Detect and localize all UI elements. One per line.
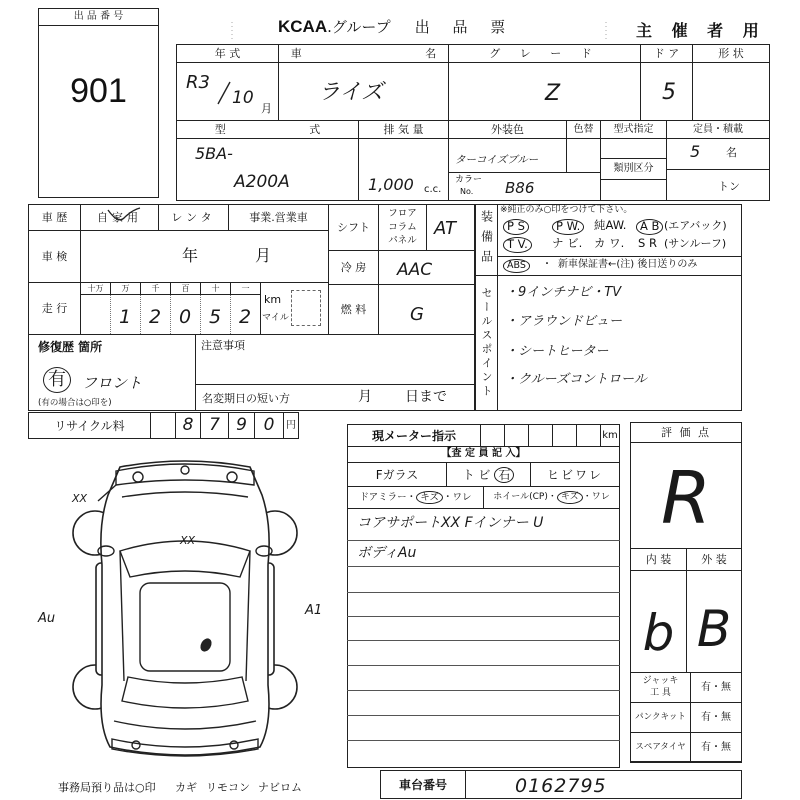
mileage-digit-1: 2 — [238, 305, 252, 328]
appraiser-title: 【査 定 員 記 入】 — [441, 448, 526, 459]
recycle-label: リサイクル料 — [28, 412, 151, 439]
model-code: A200A — [234, 172, 290, 192]
inspection-month-unit: 月 — [255, 246, 272, 265]
shift-label: シフト — [328, 204, 379, 251]
color-no-value: B86 — [505, 179, 535, 197]
doors-header: ド ア — [640, 44, 693, 63]
brand-group: .グループ — [327, 18, 391, 36]
shape-cell — [692, 62, 770, 121]
equip-navi: ナ ビ. — [552, 236, 583, 250]
fuel-value: G — [410, 304, 424, 325]
displacement-header: 排 気 量 — [358, 120, 449, 139]
shape-header: 形 状 — [692, 44, 770, 63]
mileage-digit-10k: 1 — [118, 305, 132, 328]
equipment-note: ※純正のみ○印をつけて下さい。 — [500, 205, 633, 215]
accessory-label-cell: パンクキット — [630, 702, 691, 733]
mileage-unit-km: km — [264, 293, 282, 306]
type-designation-header: 型式指定 — [600, 120, 667, 139]
exterior-score: B — [686, 570, 742, 673]
recycle-digit-3: 9 — [228, 412, 255, 439]
sales-point-item: ・9インチナビ・TV — [505, 285, 622, 300]
equip-abs: ABS — [503, 259, 530, 273]
repair-location: フロント — [82, 374, 143, 392]
name-header: 車 名 — [278, 44, 449, 63]
sales-point-item: ・アラウンドビュー — [505, 314, 623, 329]
classification-label: 類別区分 — [600, 158, 667, 180]
mileage-unit-100: 百 — [170, 282, 201, 295]
notes-label: 注意事項 — [201, 339, 245, 352]
color-header: 外装色 — [448, 120, 567, 139]
damage-mark: XX — [180, 534, 196, 547]
lot-label: 出 品 番 号 — [38, 8, 159, 26]
accessory-label-cell: スペアタイヤ — [630, 732, 691, 763]
office-items-label: 事務局預り品は○印 — [58, 781, 156, 794]
grade-value: Z — [545, 81, 561, 106]
glass-chip: ト ビ 石 — [446, 462, 531, 487]
chassis-number: 0162795 — [515, 775, 607, 797]
capacity-unit: 名 — [726, 146, 737, 159]
organizer-label: 主 催 者 用 — [636, 21, 766, 40]
mileage-unit-1k: 千 — [140, 282, 171, 295]
equip-tv: T V. — [503, 237, 532, 253]
recycle-digit-1: 8 — [175, 412, 201, 439]
accessory-label-cell: ジャッキ 工 具 — [630, 672, 691, 703]
model-prefix: 5BA- — [195, 144, 233, 163]
repair-value — [43, 367, 71, 393]
meter-digit — [528, 424, 553, 447]
color-change-cell — [566, 138, 601, 173]
sales-points-label: セールスポイント — [475, 275, 498, 411]
equip-ps: P S — [503, 219, 529, 235]
appraiser-note-line: コアサポートXX Fインナー U — [357, 515, 544, 531]
repair-label: 修復歴 箇所 — [38, 340, 103, 354]
wheel-condition: ホイール(CP)・ キズ ・ワレ — [483, 486, 620, 509]
form-title: 出 品 票 — [414, 18, 515, 36]
history-rental: レンタ — [158, 204, 229, 231]
mileage-digit-10: 5 — [208, 305, 222, 328]
accessory-puncture-value: 有・無 — [690, 702, 742, 733]
equip-dot: ・ — [542, 259, 552, 270]
capacity-value: 5 — [690, 142, 701, 161]
month-value: 10 — [232, 88, 254, 108]
recycle-digit-2: 7 — [200, 412, 229, 439]
score-label: 評 価 点 — [630, 422, 742, 443]
equip-ab: A B — [636, 219, 663, 235]
recycle-unit: 円 — [283, 412, 299, 439]
mileage-digit-100: 0 — [178, 305, 192, 328]
office-item-remote: リモコン — [206, 781, 250, 794]
damage-mark: XX — [72, 492, 88, 505]
mileage-digit-100k — [80, 302, 110, 332]
name-change-day: 日まで — [405, 389, 447, 405]
office-item-navi-rom: ナビロム — [258, 781, 302, 794]
grade-header: グ レ ー ド — [448, 44, 641, 63]
equipment-label: 装備品 — [475, 204, 498, 276]
year-value: R3 — [186, 72, 210, 93]
mileage-unit-100k: 十万 — [80, 282, 111, 295]
header-title — [278, 18, 514, 35]
shift-floor: フロア — [388, 207, 417, 219]
history-label: 車 歴 — [28, 204, 81, 231]
capacity-cell — [666, 138, 770, 170]
name-change-month: 月 — [358, 389, 372, 405]
capacity-header: 定員・積載 — [666, 120, 770, 139]
fuel-cell — [378, 284, 475, 335]
repair-note: (有の場合は○印を) — [38, 398, 112, 408]
aircon-label: 冷 房 — [328, 250, 379, 285]
history-private: 自家用 — [80, 204, 159, 231]
car-name: ライズ — [318, 80, 384, 105]
color-no-label-1: カラー — [455, 175, 483, 185]
mirror-condition: ドアミラー・ キズ ・ワレ — [347, 486, 484, 509]
year-header: 年 式 — [176, 44, 279, 63]
year-slash — [214, 80, 234, 106]
mileage-unit-10: 十 — [200, 282, 231, 295]
equip-sr-note: (サンルーフ) — [664, 237, 727, 250]
equip-alloy: 純AW. — [594, 218, 627, 232]
equip-pw: P W. — [552, 219, 584, 235]
displacement-value: 1,000 — [368, 175, 414, 194]
mileage-unit-mile: マイル — [262, 313, 289, 323]
shift-panel: パネル — [388, 235, 417, 247]
shift-options — [378, 204, 427, 251]
history-business: 事業.営業車 — [228, 204, 329, 231]
meter-digit — [576, 424, 601, 447]
mileage-digit-1k: 2 — [148, 305, 162, 328]
inspection-label: 車 検 — [28, 230, 81, 283]
meter-digit — [504, 424, 529, 447]
model-header: 型 式 — [176, 120, 359, 139]
color-no-label-2: No. — [460, 187, 474, 196]
equip-warranty: 新車保証書←(注) 後日送りのみ — [558, 259, 698, 270]
meter-digit — [480, 424, 505, 447]
color-value: ターコイズブルー — [455, 154, 539, 166]
meter-unit: km — [600, 424, 620, 447]
equip-sr: S R — [638, 236, 657, 250]
sales-point-item: ・クルーズコントロール — [505, 372, 647, 387]
equip-ab-note: (エアバック) — [664, 219, 727, 232]
appraiser-note-line: ボディAu — [357, 545, 417, 561]
type-designation-cell — [600, 138, 667, 159]
mile-checkbox[interactable] — [291, 290, 321, 326]
glass-crack: ヒビワレ — [530, 462, 620, 487]
interior-score: b — [630, 570, 687, 673]
chassis-label: 車台番号 — [380, 770, 466, 799]
mileage-label: 走 行 — [28, 282, 81, 335]
month-unit: 月 — [261, 102, 272, 115]
mileage-unit-1: 一 — [230, 282, 261, 295]
sales-point-item: ・シートヒーター — [505, 344, 609, 359]
inspection-cell — [80, 230, 329, 283]
meter-label: 現メーター指示 — [347, 424, 481, 447]
meter-digit — [552, 424, 577, 447]
exterior-label: 外 装 — [686, 548, 742, 571]
accessory-spare-value: 有・無 — [690, 732, 742, 763]
color-change-header: 色替 — [566, 120, 601, 139]
shift-value: AT — [434, 218, 456, 239]
damage-mark: Au — [38, 611, 56, 626]
glass-label: Fガラス — [347, 462, 447, 487]
office-item-key: カギ — [175, 781, 197, 794]
classification-cell — [600, 179, 667, 201]
brand-logo: KCAA — [278, 17, 328, 36]
name-change-label: 名変期日の短い方 — [202, 392, 290, 405]
fuel-label: 燃 料 — [328, 284, 379, 335]
inspection-year-unit: 年 — [182, 246, 199, 265]
mileage-unit-10k: 万 — [110, 282, 141, 295]
displacement-unit: c.c. — [424, 184, 442, 195]
shift-column: コラム — [388, 221, 417, 233]
check-mark — [104, 206, 144, 228]
interior-label: 内 装 — [630, 548, 687, 571]
damage-mark: A1 — [305, 603, 323, 618]
repair-value-circled: 有 — [43, 367, 71, 393]
overall-score: R — [660, 456, 712, 540]
equip-leather: カ ワ. — [594, 236, 625, 250]
doors-value: 5 — [662, 80, 676, 105]
aircon-value: AAC — [397, 260, 433, 280]
recycle-digit-0 — [150, 412, 176, 439]
lot-number: 901 — [70, 72, 127, 110]
accessory-jack-value: 有・無 — [690, 672, 742, 703]
load-unit: トン — [718, 180, 740, 193]
recycle-digit-4: 0 — [254, 412, 284, 439]
